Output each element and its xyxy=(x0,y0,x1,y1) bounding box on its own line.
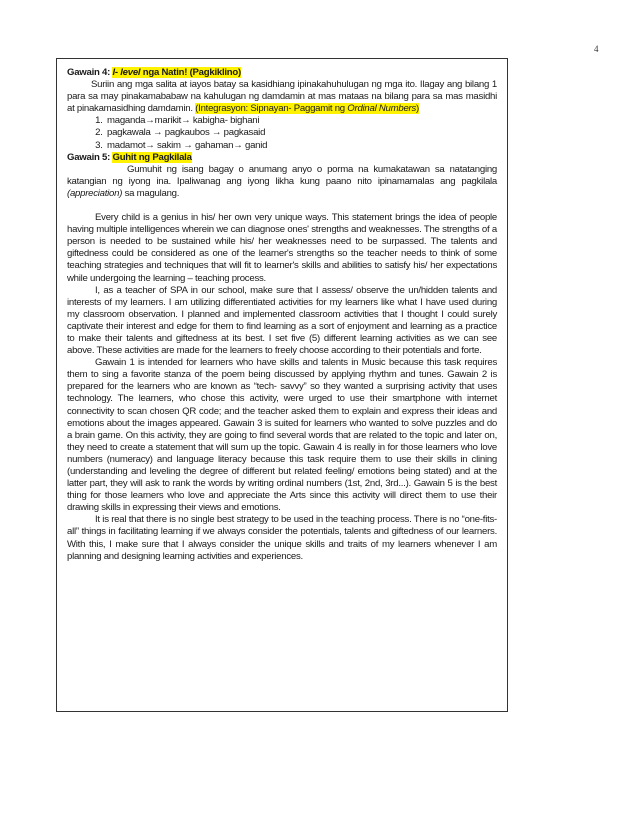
document-frame xyxy=(56,58,508,712)
list-item: 3. madamot→ sakim → gahaman→ ganid xyxy=(105,140,497,152)
gawain5-heading xyxy=(67,152,497,164)
gawain4-title-rest: nga Natin! (Pagkiklino) xyxy=(140,67,241,78)
gawain4-integration-close: ) xyxy=(416,103,419,115)
gawain5-instruction-italic: (appreciation) xyxy=(67,187,123,199)
gawain5-instruction-end: sa magulang. xyxy=(122,187,180,199)
reflection-paragraph-3: Gawain 1 is intended for learners who have skills and talents in Music because this task requires them to sing a favorite stanza of the poem being discussed by applying rhythm and tunes. Gawain 2 is prepared for the learners who are known as “tech- savvy” so they wanted a surprising activity that uses technology. The learners, who chose this activity, were urged to use their smartphone with internet connectivity to scan chosen QR code; and the teacher asked them to explain and express their ideas and emotions about the images appeared. Gawain 3 is suited for learners who wanted to solve puzzles and do a brain game. On this activity, they are going to find several words that are related to the topic and later on, they need to create a statement that will sum up the topic. Gawain 4 is really in for those learners who love numbers (numeracy) and language literacy because this task require them to use their skills in clining (understanding and leveling the degree of different but related feeling/ emotions being stated) and at the latter part, they will ask to rank the words by writing ordinal numbers (1st, 2nd, 3rd...). Gawain 5 is the best thing for those learners who love and appreciate the Arts since this activity will direct them to use their drawing skills in expressing their views and emotions. xyxy=(67,357,497,514)
gawain5-instruction-text: Gumuhit ng isang bagay o anumang anyo o porma na kumakatawan sa natatanging katangian ng iyong ina. Ipaliwanag ang iyong likha kung paano nito ipinamamalas ang pagkilala xyxy=(67,163,497,187)
reflection-paragraph-1: Every child is a genius in his/ her own very unique ways. This statement brings the idea of people having multiple intelligences wherein we can diagnose ones' strengths and weaknesses. The strengths of a person is needed to be sustained while his/ her weaknesses need to be surpassed. The talents and giftedness could be considered as one of the learner's strengths so the teacher needs to think of some teaching strategies and techniques that will fit to learner's skills and abilities to satisfy his/ her expectations while undergoing the learning – teaching process. xyxy=(67,212,497,284)
gawain5-title: Guhit ng Pagkilala xyxy=(112,151,192,163)
gawain4-heading xyxy=(67,67,497,79)
gawain4-title xyxy=(112,67,240,78)
reflection-paragraph-4: It is real that there is no single best strategy to be used in the teaching process. There is no “one-fits-all” things in facilitating learning if we always consider the potentials, talents and giftedness of our learners. With this, I make sure that I always consider the unique skills and traits of my learners whenever I am planning and designing learning activities and experiences. xyxy=(67,514,497,562)
gawain4-title-italic: I- level xyxy=(112,67,141,78)
reflection-paragraph-2: I, as a teacher of SPA in our school, make sure that I assess/ observe the un/hidden talents and interests of my learners. I am utilizing differentiated activities for my learners like what I have used during my classroom observation. I planned and implemented classroom activities that I thought I could surely captivate their interest and edge for them to find learning as a sort of enjoyment and learning as a practice to make their talents and giftedness at its best. I set five (5) different learning activities as we can see above. These activities are made for the learners to freely choose according to their potentials and forte. xyxy=(67,284,497,357)
gawain5-label: Gawain 5: xyxy=(67,151,113,163)
page-number: 4 xyxy=(594,44,599,54)
gawain4-integration-italic: Ordinal Numbers xyxy=(347,103,417,115)
gawain4-label: Gawain 4: xyxy=(67,67,113,78)
list-item: 1. maganda→marikit→ kabigha- bighani xyxy=(105,115,497,127)
gawain4-integration-open: (Integrasyon: Sipnayan- Paggamit ng xyxy=(195,103,348,115)
gawain4-instruction-text: Suriin ang mga salita at iayos batay sa kasidhiang ipinakahuhulugan ng mga ito. Ilagay ang bilang 1 para sa may pinakamababaw na kahulugan ng damdamin at mas mataas na bilang para sa mas masidhi at pinakamasidhing damdamin. xyxy=(67,79,497,115)
gawain4-instruction xyxy=(67,79,497,115)
list-item: 2. pagkawala → pagkaubos → pagkasaid xyxy=(105,127,497,139)
gawain5-instruction xyxy=(67,164,497,200)
gawain4-list xyxy=(67,115,497,151)
gawain4-integration xyxy=(195,103,419,114)
section-gap xyxy=(67,200,497,212)
